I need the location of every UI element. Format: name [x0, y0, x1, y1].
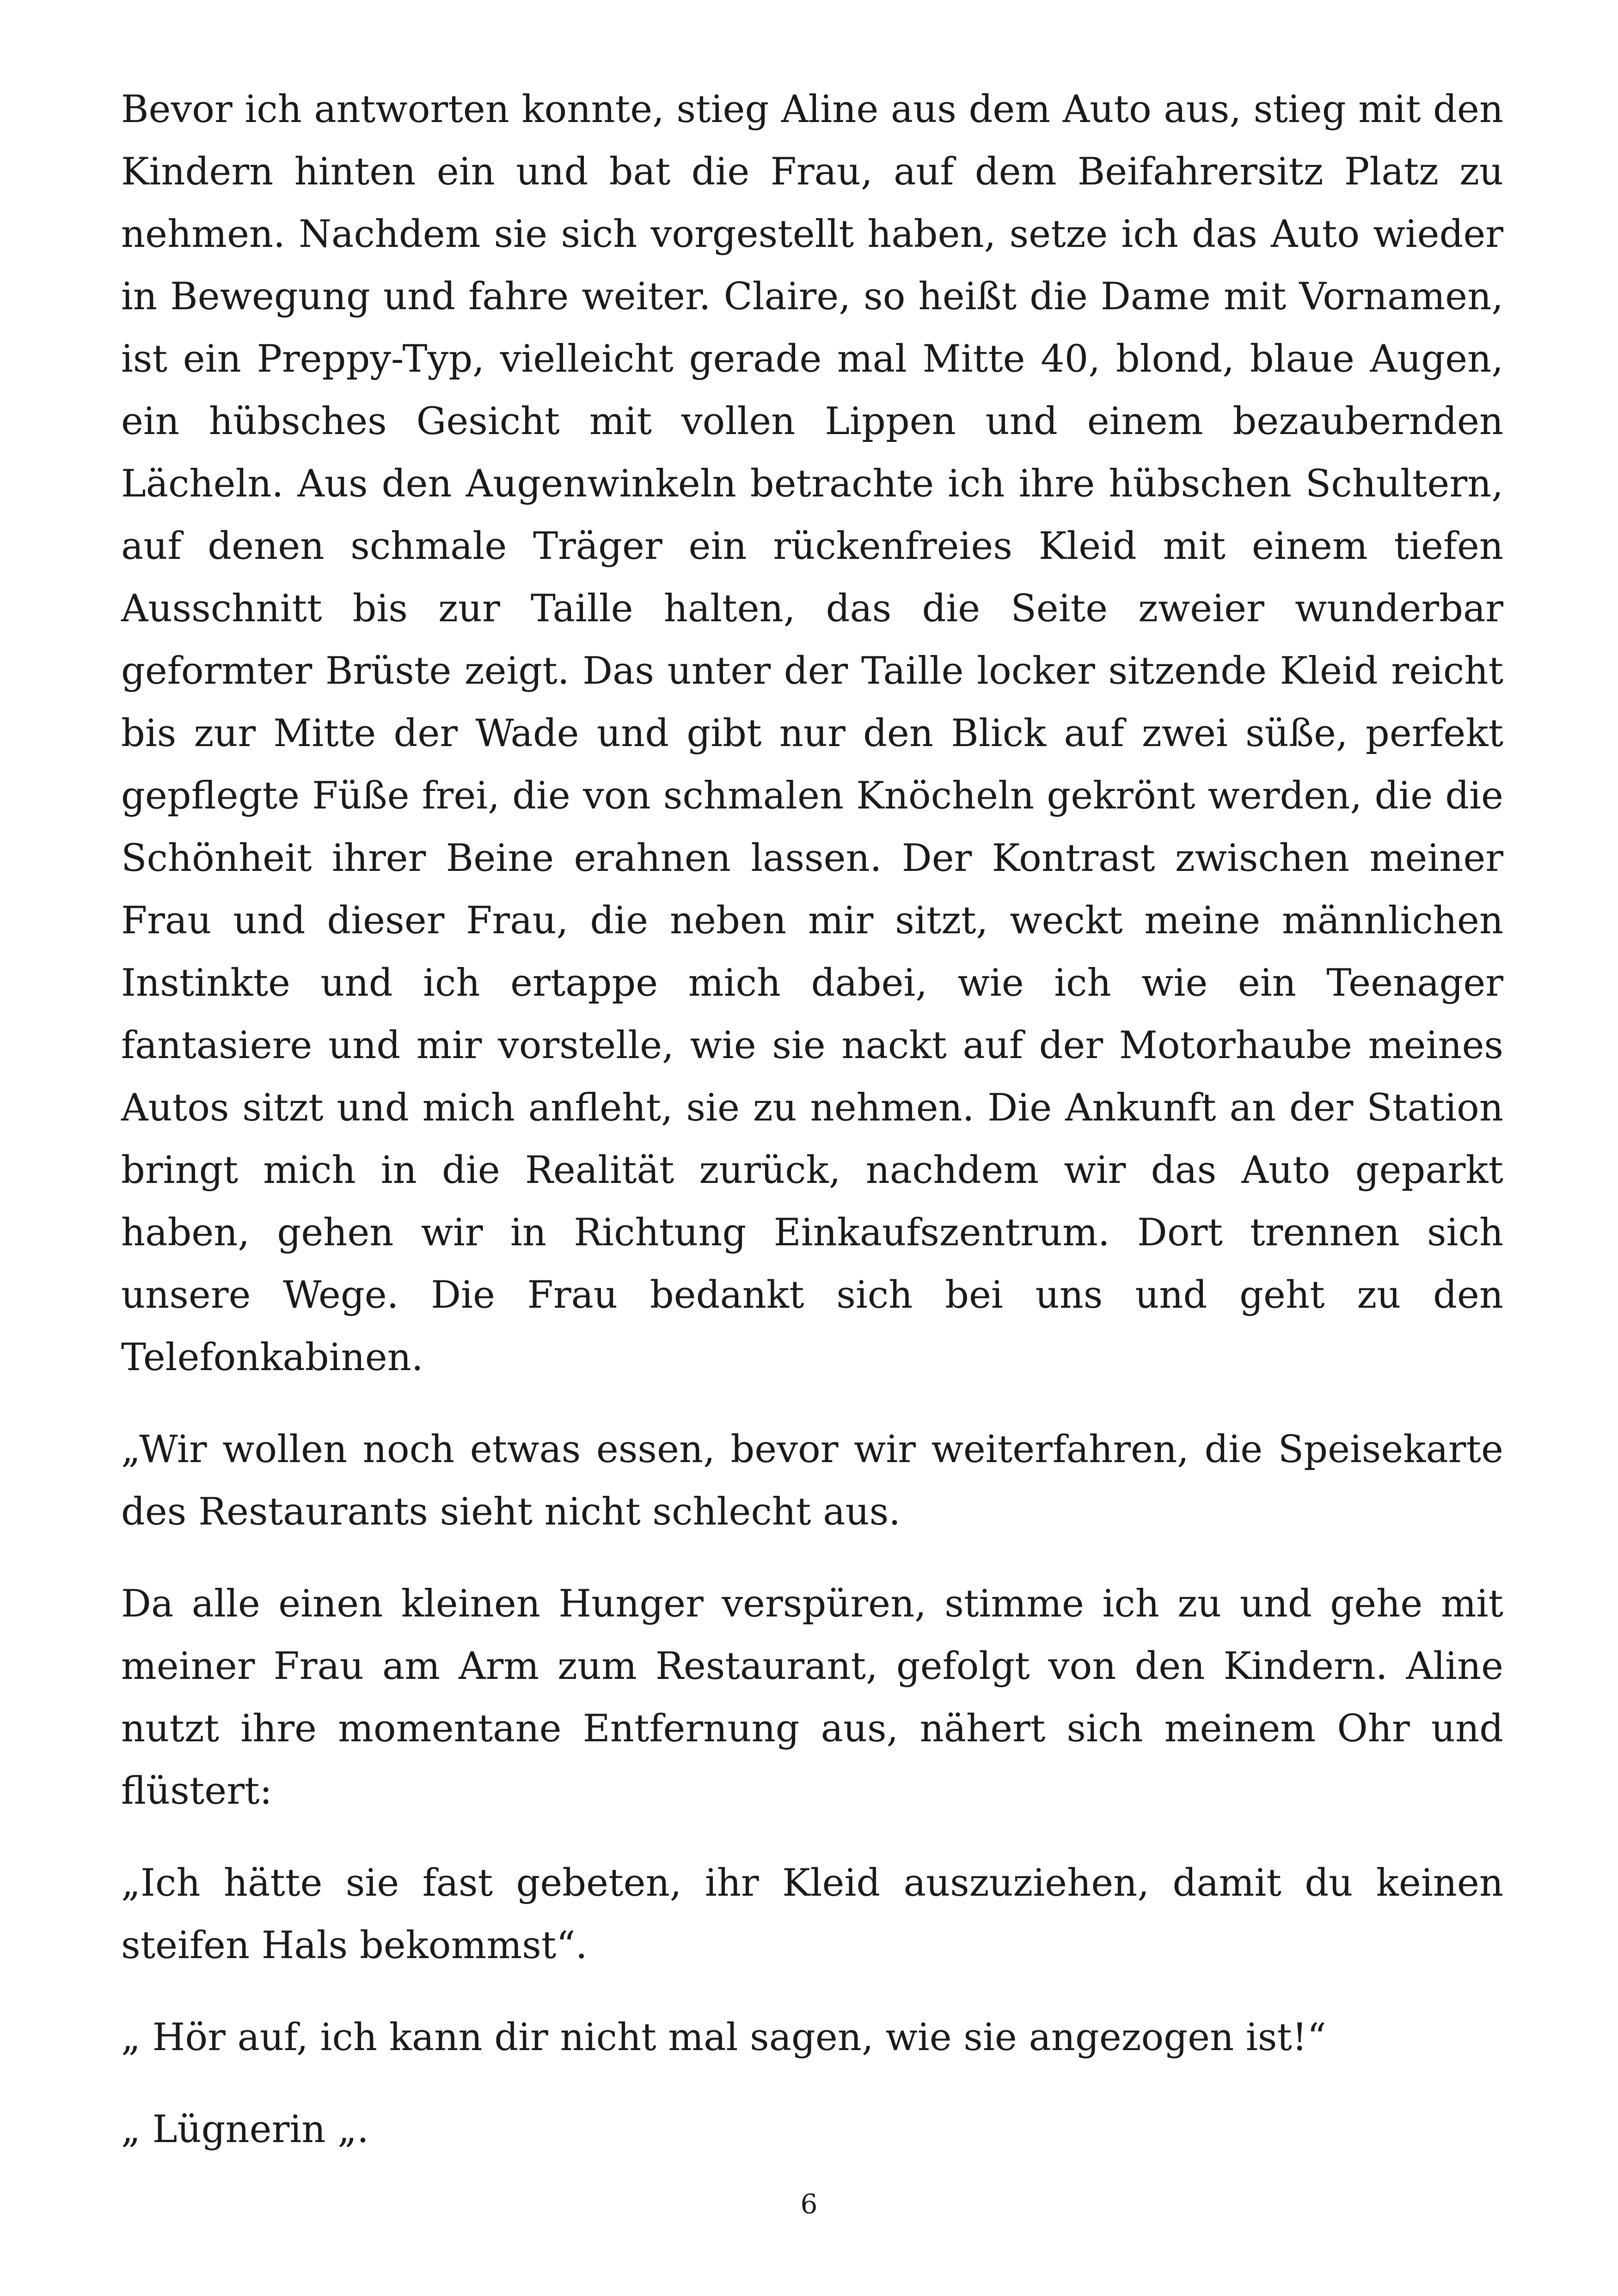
paragraph-dialogue-liar: „ Lügnerin „.: [121, 2108, 369, 2151]
body-text: [121, 79, 1503, 2191]
paragraph-narration-car: Bevor ich antworten konnte, stieg Aline aus dem Auto aus, stieg mit den Kindern hinten ein und bat die Frau, auf dem Beifahrersitz Platz zu nehmen. Nachdem sie sich vorgestellt haben, setze ich das Auto wieder in Bewegung und fahre weiter. Claire, so heißt die Dame mit Vornamen, ist ein Preppy-Typ, vielleicht gerade mal Mitte 40, blond, blaue Augen, ein hübsches Gesicht mit vollen Lippen und einem bezaubernden Lächeln. Aus den Augenwinkeln betrachte ich ihre hübschen Schultern, auf denen schmale Träger ein rückenfreies Kleid mit einem tiefen Ausschnitt bis zur Taille halten, das die Seite zweier wunderbar geformter Brüste zeigt. Das unter der Taille locker sitzende Kleid reicht bis zur Mitte der Wade und gibt nur den Blick auf zwei süße, perfekt gepflegte Füße frei, die von schmalen Knöcheln gekrönt werden, die die Schönheit ihrer Beine erahnen lassen. Der Kontrast zwischen meiner Frau und dieser Frau, die neben mir sitzt, weckt meine männlichen Instinkte und ich ertappe mich dabei, wie ich wie ein Teenager fantasiere und mir vorstelle, wie sie nackt auf der Motorhaube meines Autos sitzt und mich anfleht, sie zu nehmen. Die Ankunft an der Station bringt mich in die Realität zurück, nachdem wir das Auto geparkt haben, gehen wir in Richtung Einkaufszentrum. Dort trennen sich unsere Wege. Die Frau bedankt sich bei uns und geht zu den Telefonkabinen.: [121, 88, 1503, 1379]
paragraph-dialogue-eat: „Wir wollen noch etwas essen, bevor wir weiterfahren, die Speisekarte des Restaurants sieht nicht schlecht aus.: [121, 1428, 1503, 1534]
page-number: 6: [800, 2188, 818, 2220]
paragraph-dialogue-stop: „ Hör auf, ich kann dir nicht mal sagen, wie sie angezogen ist!“: [121, 2016, 1326, 2059]
paragraph-narration-restaurant: Da alle einen kleinen Hunger verspüren, stimme ich zu und gehe mit meiner Frau am Arm zum Restaurant, gefolgt von den Kindern. Aline nutzt ihre momentane Entfernung aus, nähert sich meinem Ohr und flüstert:: [121, 1582, 1503, 1813]
paragraph-dialogue-dress: „Ich hätte sie fast gebeten, ihr Kleid auszuziehen, damit du keinen steifen Hals bekommst“.: [121, 1861, 1503, 1967]
